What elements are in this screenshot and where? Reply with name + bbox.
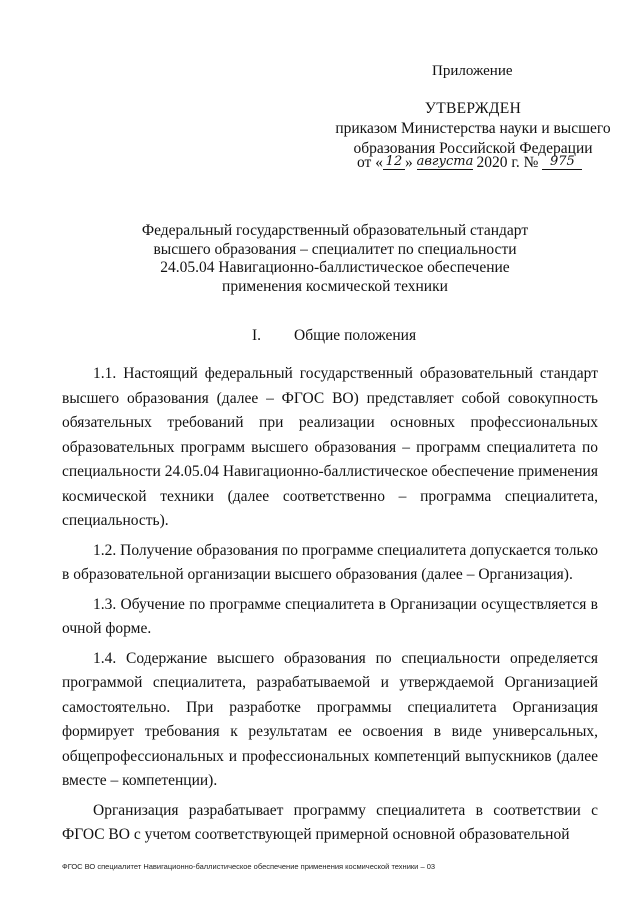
section-heading (252, 327, 416, 345)
section-number: I. (252, 327, 262, 344)
order-year: 2020 г. № (476, 154, 539, 171)
appendix-label: Приложение (432, 63, 513, 79)
section-title: Общие положения (294, 327, 417, 344)
paragraph-1-1: 1.1. Настоящий федеральный государственный образовательный стандарт высшего образования (далее – ФГОС ВО) представляет собой совокупность обязательных требований при реализации основных профессиональных образовательных программ высшего образования – программ специалитета по специальности 24.05.04 Навигационно-баллистическое обеспечение применения космической техники (далее соответственно – программа специалитета, специальность). (62, 365, 598, 529)
paragraph-1-4: 1.4. Содержание высшего образования по специальности определяется программой специалитета, разрабатываемой и утверждаемой Организацией самостоятельно. При разработке программы специалитета Организация формирует требования к результатам ее освоения в виде универсальных, общепрофессиональных и профессиональных компетенций выпускников (далее вместе – компетенции). (62, 649, 598, 789)
order-line-1: приказом Министерства науки и высшего (335, 120, 611, 137)
order-mid: » (404, 154, 413, 171)
handwritten-day: 12 (383, 155, 405, 170)
order-line-2: образования Российской Федерации (353, 140, 593, 157)
title-line-4: применения космической техники (222, 277, 448, 295)
body-text (62, 362, 598, 853)
order-date-line (357, 154, 582, 172)
handwritten-order-number: 975 (542, 155, 582, 170)
paragraph-1-3: 1.3. Обучение по программе специалитета в Организации осуществляется в очной форме. (62, 595, 598, 637)
handwritten-month: августа (416, 154, 474, 169)
page-footer: ФГОС ВО специалитет Навигационно-баллистическое обеспечение применения космической техники – 03 (62, 862, 436, 871)
title-line-3: 24.05.04 Навигационно-баллистическое обеспечение (160, 259, 510, 276)
paragraph-1-2: 1.2. Получение образования по программе специалитета допускается только в образовательной организации высшего образования (далее – Организация). (62, 541, 599, 583)
approved-label: УТВЕРЖДЕН (424, 100, 522, 117)
document-title (100, 222, 570, 296)
paragraph-organization: Организация разрабатывает программу специалитета в соответствии с ФГОС ВО с учетом соответствующей примерной основной образовательной (62, 801, 598, 843)
title-line-1: Федеральный государственный образовательный стандарт (141, 222, 529, 239)
approval-block (330, 99, 616, 159)
order-prefix: от « (357, 154, 383, 171)
title-line-2: высшего образования – специалитет по специальности (153, 240, 517, 258)
